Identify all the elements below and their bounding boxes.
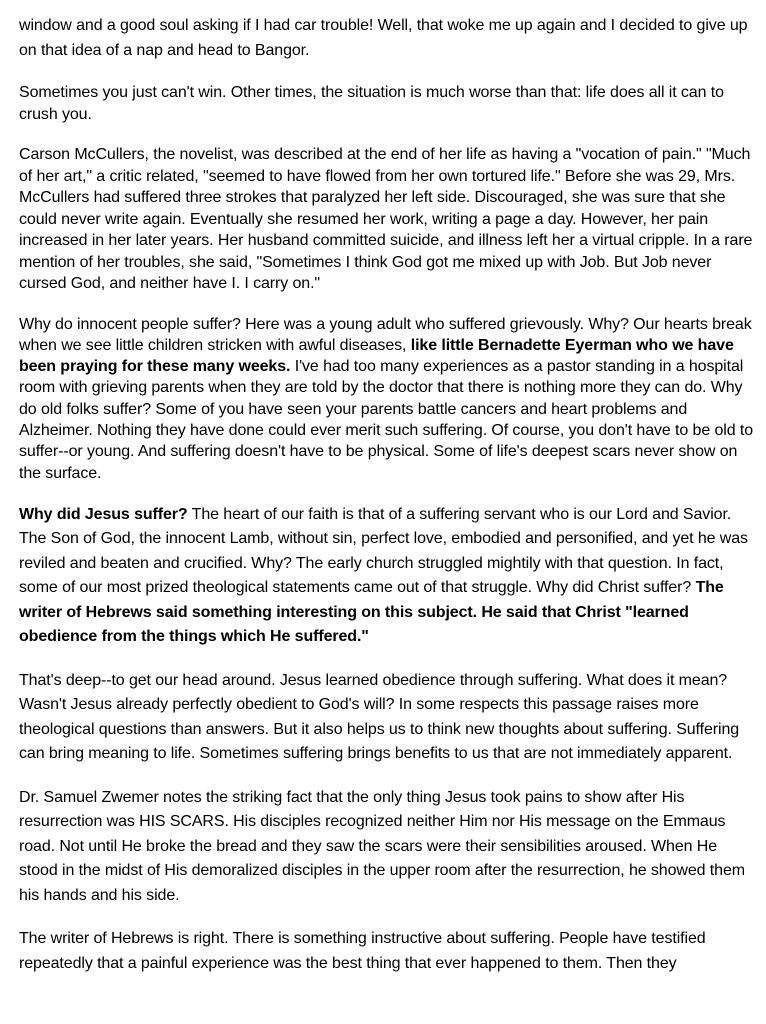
paragraph-4-text-a: Why do innocent people suffer? Here was a young adult who suffered grievously. Why? Our hearts break when we see little children stricken with awful diseases, — [19, 315, 752, 354]
paragraph-8: The writer of Hebrews is right. There is something instructive about suffering. People have testified repeatedly that a painful experience was the best thing that ever happened to them. Then they — [19, 930, 706, 972]
paragraph-7: Dr. Samuel Zwemer notes the striking fact that the only thing Jesus took pains to show after His resurrection was HIS SCARS. His disciples recognized neither Him nor His message on the Emmaus road. Not until He broke the bread and they saw the scars were their sensibilities aroused. When He stood in the midst of His demoralized disciples in the upper room after the resurrection, he showed them his hands and his side. — [19, 788, 745, 904]
paragraph-1: window and a good soul asking if I had car trouble! Well, that woke me up again and I decided to give up on that idea of a nap and head to Bangor. — [19, 17, 748, 59]
paragraph-5-text: The heart of our faith is that of a suffering servant who is our Lord and Savior. The Son of God, the innocent Lamb, without sin, perfect love, embodied and personified, and yet he was reviled and beaten and crucified. Why? The early church struggled mightily with that question. In fact, some of our most prized theological statements came out of that struggle. Why did Christ suffer? — [19, 505, 748, 597]
paragraph-3: Carson McCullers, the novelist, was described at the end of her life as having a "vocation of pain." "Much of her art," a critic related, "seemed to have flowed from her own tortured life." Before she was 29, Mrs. McCullers had suffered three strokes that paralyzed her left side. Discouraged, she was sure that she could never write again. Eventually she resumed her work, writing a page a day. However, her pain increased in her later years. Her husband committed suicide, and illness left her a virtual cripple. In a rare mention of her troubles, she said, "Sometimes I think God got me mixed up with Job. But Job never cursed God, and neither have I. I carry on." — [19, 146, 753, 292]
document-page — [19, 14, 757, 995]
paragraph-5-bold-heading: Why did Jesus suffer? — [19, 505, 188, 523]
paragraph-4 — [19, 314, 757, 484]
paragraph-5-bold-quote: The writer of Hebrews said something interesting on this subject. He said that Christ "learned obedience from the things which He suffered." — [19, 579, 724, 646]
paragraph-4-text-b: I've had too many experiences as a pastor standing in a hospital room with grieving parents when they are told by the doctor that there is nothing more they can do. Why do old folks suffer? Some of you have seen your parents battle cancers and heart problems and Alzheimer. Nothing they have done could ever merit such suffering. Of course, you don't have to be old to suffer--or young. And suffering doesn't have to be physical. Some of life's deepest scars never show on the surface. — [19, 358, 754, 482]
paragraph-2: Sometimes you just can't win. Other times, the situation is much worse than that: life does all it can to crush you. — [19, 84, 724, 123]
paragraph-4-bold: like little Bernadette Eyerman who we have been praying for these many weeks. — [19, 336, 734, 376]
paragraph-6: That's deep--to get our head around. Jesus learned obedience through suffering. What does it mean? Wasn't Jesus already perfectly obedient to God's will? In some respects this passage raises more theological questions than answers. But it also helps us to think new thoughts about suffering. Suffering can bring meaning to life. Sometimes suffering brings benefits to us that are not immediately apparent. — [19, 671, 740, 763]
paragraph-5 — [19, 503, 757, 650]
